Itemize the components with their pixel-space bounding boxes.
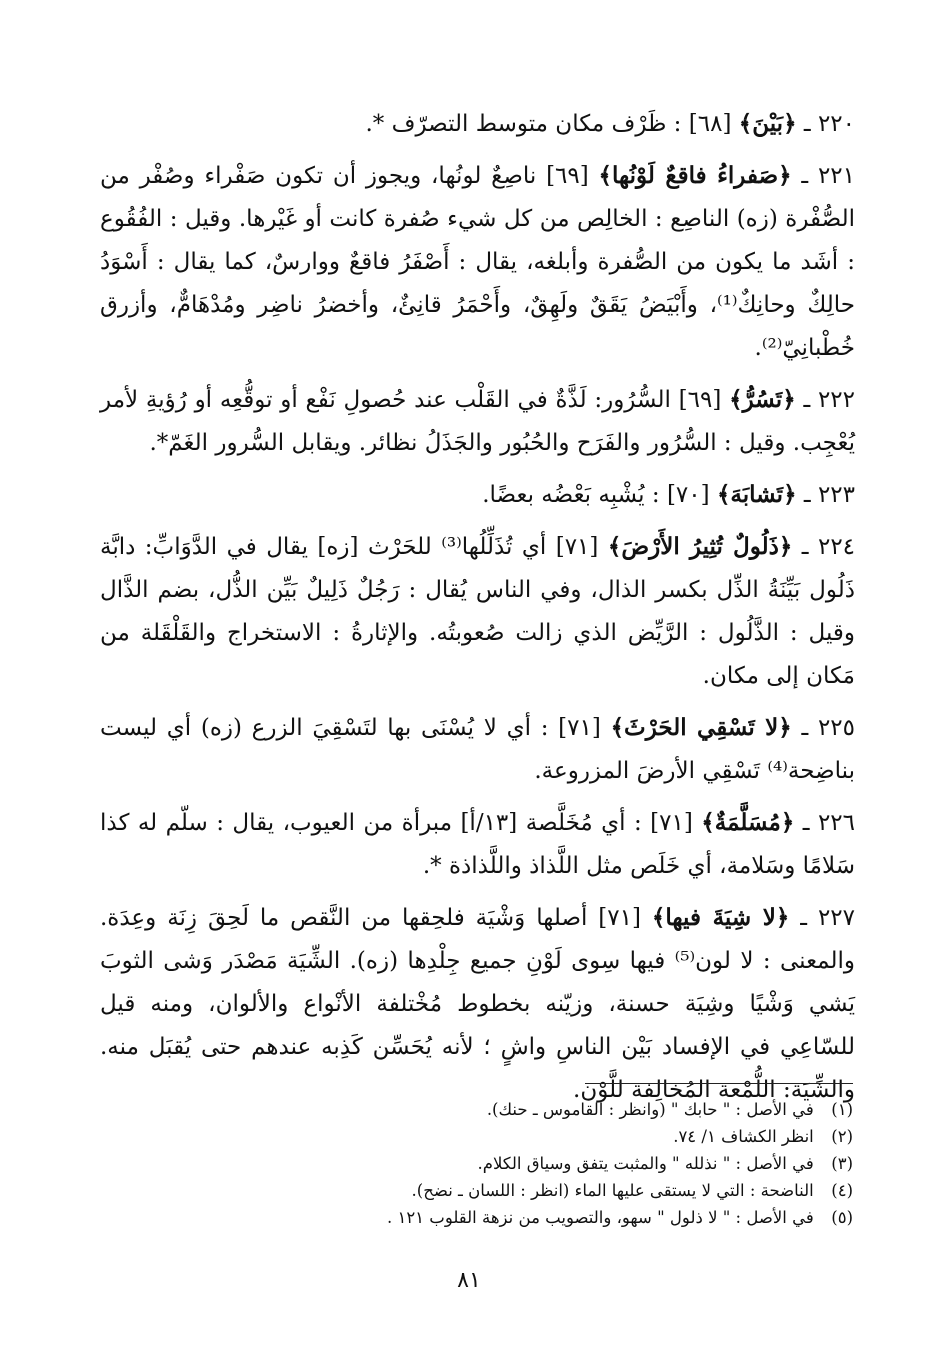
footnotes: [113, 1096, 853, 1231]
footnote-2: [113, 1123, 853, 1150]
entry-term: ﴿ذَلُولٌ تُثِيرُ الأَرْضَ﴾: [607, 533, 793, 560]
entry-term: ﴿بَيْنَ﴾: [738, 110, 797, 137]
footnote-mark: (٣): [831, 1154, 853, 1173]
entry-term: ﴿لا تَسْقِي الحَرْثَ﴾: [610, 714, 792, 741]
entry-224: [100, 525, 855, 698]
entry-223: [100, 473, 855, 517]
entry-227: [100, 896, 855, 1112]
entry-number: ٢٢٢ ـ: [803, 387, 856, 413]
entry-text: [٦٩] السُّرُور: لَذَّةٌ في القَلْب عند حُصولِ نَفْع أو توقُّعِه أو رُؤيةِ لأمر يُعْجِب. وقيل : السُّرُور والفَرَح والحُبُور والجَذَلُ نظائر. ويقابل السُّرور الغَمّ*.: [100, 387, 855, 456]
entry-text: [٧١] : أي مُخَلَّصة [١٣/أ] مبرأة من العيوب، يقال : سلّم له كذا سَلامًا وسَلامة، أي خَلَص مثل اللَّذاذ واللَّذاذة *.: [100, 810, 855, 879]
footnote-separator: [585, 1083, 853, 1084]
footnote-text: الناضحة : التي لا يستقى عليها الماء (انظر : اللسان ـ نضح).: [411, 1181, 814, 1200]
entry-number: ٢٢٠ ـ: [803, 111, 855, 137]
footnote-mark: (٥): [831, 1208, 853, 1227]
footnote-5: [113, 1204, 853, 1231]
entry-text: [٦٨] : ظَرْف مكان متوسط التصرّف *.: [365, 111, 732, 137]
entry-222: [100, 378, 855, 465]
entry-term: ﴿مُسَلَّمَةٌ﴾: [701, 809, 795, 836]
entry-text: [٧٠] : يُشْبِه بَعْضُه بعضًا.: [482, 482, 710, 508]
entry-226: [100, 801, 855, 888]
footnote-text: في الأصل : " لا ذلول " سهو، والتصويب من نزهة القلوب ١٢١ .: [386, 1208, 814, 1227]
footnote-1: [113, 1096, 853, 1123]
entry-225: [100, 706, 855, 793]
main-text: [100, 102, 855, 1112]
footnote-text: في الأصل : " نذلله " والمثبت يتفق وسياق الكلام.: [477, 1154, 814, 1173]
footnote-mark: (١): [831, 1100, 853, 1119]
entry-number: ٢٢٥ ـ: [801, 715, 855, 741]
entry-220: [100, 102, 855, 146]
entry-221: [100, 154, 855, 370]
entry-text: [٧١] أصلها وَشْيَة فلحِقها من النَّقص ما لَحِقَ زِنَة وعِدَة. والمعنى : لا لون⁽⁵⁾ فيها سِوى لَوْنِ جميع جِلْدِها (زه). الشِّيَة مَصْدَر وَشى الثوبَ يَشي وَشْيًا وشِيَة حسنة، وزيّنه بخطوط مُخْتلفة الأنْواع والألوان، ومنه قيل للسّاعِي في الإفساد بَيْن الناسِ واشٍ ؛ لأنه يُحَسِّن كَذِبه عندهم حتى يُقبَل منه. والشِّيَة: اللُّمْعة المُخالِفة للَّوْن.: [100, 905, 855, 1103]
entry-term: ﴿تَشابَهَ﴾: [716, 481, 797, 508]
footnote-mark: (٢): [831, 1127, 853, 1146]
entry-text: [٧١] : أي لا يُسْنَى بها لتَسْقِيَ الزرع (زه) أي ليست بناضِحة⁽⁴⁾ تَسْقِي الأرضَ المزروعة.: [100, 715, 855, 784]
entry-text: [٧١] أي تُذَلِّلُها⁽³⁾ للحَرْث [زه] يقال في الدَّوَابِّ: دابَّة ذَلُول بَيِّنَةُ الذِّل بكسر الذال، وفي الناس يُقال : رَجُلٌ ذَلِيلٌ بَيِّن الذُّل، بضم الذَّال وقيل : الذَّلُول : الرَّيِّض الذي زالت صُعوبتُه. والإثارةُ : الاستخراج والقَلْقَلة من مَكان إلى مكان.: [100, 534, 855, 689]
entry-number: ٢٢١ ـ: [801, 163, 855, 189]
entry-term: ﴿تَسُرُّ﴾: [729, 386, 796, 413]
footnote-4: [113, 1177, 853, 1204]
entry-text: [٦٩] ناصِعٌ لونُها، ويجوز أن تكون صَفْراء وصُفْر من الصُّفْرة (زه) الناصِع : الخالِص من كل شيء صُفرة كانت أو غَيْرها. وقيل : الفُقُوع : أشَد ما يكون من الصُّفرة وأبلغه، يقال : أَصْفَرُ فاقعٌ ووارسٌ، كما يقال : أَسْوَدُ حالِكٌ وحانِكٌ⁽¹⁾، وأَبْيَضُ يَقَقٌ ولَهِقٌ، وأَحْمَرُ قانِئٌ، وأخضرُ ناضِر ومُدْهَامٌّ، وأزرق خُطْبانِيّ⁽²⁾.: [100, 163, 855, 361]
page-number: ٨١: [457, 1268, 481, 1293]
entry-term: ﴿صَفراءُ فاقعٌ لَوْنُها﴾: [598, 162, 792, 189]
footnote-text: في الأصل : " حابك " (وانظر : القاموس ـ حنك).: [486, 1100, 814, 1119]
footnote-3: [113, 1150, 853, 1177]
footnote-text: انظر الكشاف ١/ ٧٤.: [673, 1127, 814, 1146]
entry-number: ٢٢٦ ـ: [802, 810, 856, 836]
entry-number: ٢٢٤ ـ: [801, 534, 856, 560]
entry-number: ٢٢٣ ـ: [803, 482, 855, 508]
footnote-mark: (٤): [831, 1181, 853, 1200]
entry-term: ﴿لا شِيَةَ فيها﴾: [651, 904, 790, 931]
entry-number: ٢٢٧ ـ: [800, 905, 856, 931]
